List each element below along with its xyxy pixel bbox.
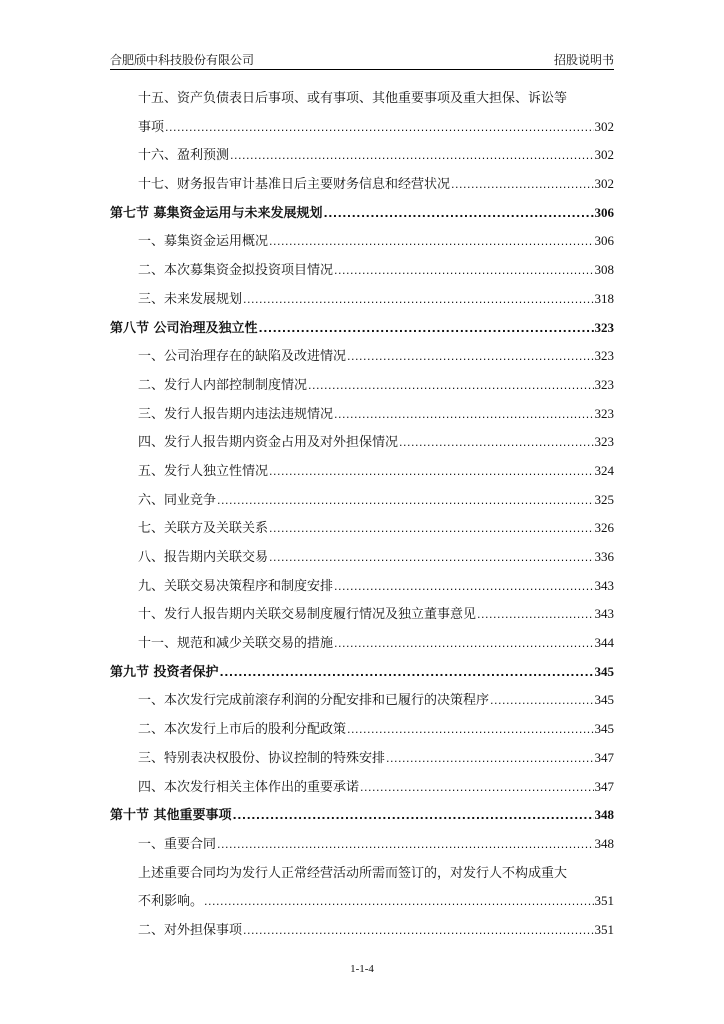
toc-entry-title: 十七、财务报告审计基准日后主要财务信息和经营状况 (138, 177, 451, 193)
toc-dot-leader (334, 637, 593, 650)
toc-chapter-entry[interactable] (110, 317, 614, 346)
toc-page-number: 348 (594, 807, 614, 823)
toc-entry-title: 二、本次募集资金拟投资项目情况 (138, 263, 334, 279)
toc-section-entry[interactable] (110, 460, 614, 489)
header-company-name: 合肥颀中科技股份有限公司 (110, 53, 255, 67)
toc-dot-leader (259, 322, 594, 335)
toc-dot-leader (360, 781, 593, 794)
toc-page-number: 308 (594, 262, 614, 278)
toc-entry-title: 十、发行人报告期内关联交易制度履行情况及独立董事意见 (138, 607, 477, 623)
toc-entry-title: 七、关联方及关联关系 (138, 521, 269, 537)
toc-dot-leader (269, 465, 593, 478)
toc-dot-leader (269, 551, 593, 564)
toc-entry-title: 十一、规范和减少关联交易的措施 (138, 636, 334, 652)
toc-dot-leader (334, 580, 593, 593)
toc-chapter-entry[interactable] (110, 661, 614, 690)
toc-dot-leader (347, 723, 593, 736)
toc-dot-leader (308, 379, 593, 392)
toc-page-number: 318 (594, 290, 614, 306)
toc-dot-leader (217, 838, 593, 851)
toc-section-entry[interactable] (110, 288, 614, 317)
toc-entry-title: 十五、资产负债表日后事项、或有事项、其他重要事项及重大担保、诉讼等 (138, 91, 568, 106)
page-header (110, 49, 614, 69)
toc-page-number: 343 (594, 606, 614, 622)
toc-section-entry[interactable] (110, 173, 614, 202)
toc-page-number: 323 (594, 434, 614, 450)
toc-section-entry[interactable] (110, 546, 614, 575)
toc-section-entry[interactable] (110, 431, 614, 460)
toc-entry-title: 四、本次发行相关主体作出的重要承诺 (138, 779, 360, 795)
toc-section-entry[interactable] (110, 890, 614, 919)
toc-page-number: 306 (594, 233, 614, 249)
toc-dot-leader (269, 522, 593, 535)
toc-entry-title: 第八节 公司治理及独立性 (110, 320, 258, 336)
toc-page-number: 302 (594, 118, 614, 134)
toc-entry-title: 三、未来发展规划 (138, 291, 243, 307)
toc-dot-leader (334, 408, 593, 421)
toc-entry-title: 第九节 投资者保护 (110, 664, 219, 680)
toc-dot-leader (204, 895, 593, 908)
toc-page-number: 323 (594, 376, 614, 392)
toc-chapter-entry[interactable] (110, 804, 614, 833)
toc-dot-leader (477, 608, 593, 621)
toc-entry-title: 二、对外担保事项 (138, 922, 243, 938)
toc-entry-title: 六、同业竞争 (138, 492, 217, 508)
toc-page-number: 302 (594, 176, 614, 192)
toc-entry-title: 一、本次发行完成前滚存利润的分配安排和已履行的决策程序 (138, 693, 490, 709)
toc-page-number: 306 (594, 204, 614, 220)
toc-entry-title: 第十节 其他重要事项 (110, 808, 232, 824)
toc-entry-title: 九、关联交易决策程序和制度安排 (138, 578, 334, 594)
toc-page-number: 347 (594, 749, 614, 765)
toc-dot-leader (165, 121, 593, 134)
toc-page-number: 326 (594, 520, 614, 536)
toc-entry-title: 三、发行人报告期内违法违规情况 (138, 406, 334, 422)
toc-entry-title: 上述重要合同均为发行人正常经营活动所需而签订的，对发行人不构成重大 (138, 865, 568, 881)
toc-entry-title: 二、本次发行上市后的股利分配政策 (138, 722, 347, 738)
toc-dot-leader (324, 207, 594, 220)
toc-dot-leader (334, 264, 593, 277)
toc-section-entry[interactable] (110, 689, 614, 718)
toc-section-entry[interactable] (110, 833, 614, 862)
toc-entry-title: 一、重要合同 (138, 836, 217, 852)
toc-page-number: 345 (594, 692, 614, 708)
toc-dot-leader (217, 494, 593, 507)
toc-section-entry[interactable] (110, 489, 614, 518)
toc-dot-leader (269, 235, 593, 248)
toc-page-number: 302 (594, 147, 614, 163)
toc-page-number: 351 (594, 893, 614, 909)
toc-dot-leader (220, 666, 594, 679)
toc-page-number: 336 (594, 549, 614, 564)
toc-section-entry[interactable] (110, 144, 614, 173)
toc-chapter-entry[interactable] (110, 202, 614, 231)
toc-section-entry[interactable] (110, 259, 614, 288)
toc-dot-leader (399, 436, 593, 449)
header-document-type: 招股说明书 (553, 53, 614, 67)
toc-page-number: 345 (594, 721, 614, 737)
toc-entry-title: 事项 (138, 119, 165, 135)
toc-dot-leader (386, 752, 593, 765)
toc-entry-title: 不利影响。 (138, 894, 204, 910)
toc-page-number: 345 (594, 663, 614, 679)
header-rule (110, 69, 614, 70)
toc-section-entry[interactable] (110, 603, 614, 632)
toc-section-entry[interactable] (110, 87, 614, 116)
toc-dot-leader (233, 809, 594, 822)
toc-entry-title: 一、公司治理存在的缺陷及改进情况 (138, 349, 347, 365)
toc-dot-leader (243, 924, 593, 937)
toc-page-number: 323 (594, 348, 614, 364)
toc-page-number: 325 (594, 491, 614, 507)
toc-dot-leader (451, 178, 593, 191)
toc-section-entry[interactable] (110, 919, 614, 948)
toc-section-entry[interactable] (110, 403, 614, 432)
toc-section-entry[interactable] (110, 575, 614, 604)
toc-section-entry[interactable] (110, 230, 614, 259)
toc-dot-leader (243, 293, 593, 306)
toc-page-number: 323 (594, 319, 614, 335)
toc-entry-title: 五、发行人独立性情况 (138, 463, 269, 479)
toc-dot-leader (230, 149, 593, 162)
toc-section-entry[interactable] (110, 116, 614, 145)
toc-section-entry[interactable] (110, 862, 614, 891)
toc-entry-title: 第七节 募集资金运用与未来发展规划 (110, 205, 323, 221)
toc-entry-title: 一、募集资金运用概况 (138, 234, 269, 250)
toc-page-number: 347 (594, 778, 614, 794)
toc-dot-leader (490, 694, 593, 707)
toc-section-entry[interactable] (110, 776, 614, 805)
toc-page-number: 324 (594, 462, 614, 478)
toc-page-number: 351 (594, 921, 614, 937)
toc-page-number: 343 (594, 577, 614, 593)
toc-entry-title: 三、特别表决权股份、协议控制的特殊安排 (138, 750, 386, 766)
toc-section-entry[interactable] (110, 747, 614, 776)
toc-entry-title: 十六、盈利预测 (138, 148, 230, 164)
toc-page-number: 323 (594, 405, 614, 421)
toc-section-entry[interactable] (110, 345, 614, 374)
toc-entry-title: 二、发行人内部控制制度情况 (138, 377, 308, 393)
toc-section-entry[interactable] (110, 517, 614, 546)
toc-page-number: 344 (594, 635, 614, 651)
page-number: 1-1-4 (350, 963, 374, 975)
toc-page-number: 348 (594, 835, 614, 851)
toc-dot-leader (347, 350, 593, 363)
table-of-contents (110, 87, 614, 948)
toc-section-entry[interactable] (110, 632, 614, 661)
toc-section-entry[interactable] (110, 374, 614, 403)
toc-entry-title: 四、发行人报告期内资金占用及对外担保情况 (138, 435, 399, 451)
toc-entry-title: 八、报告期内关联交易 (138, 550, 269, 565)
toc-section-entry[interactable] (110, 718, 614, 747)
